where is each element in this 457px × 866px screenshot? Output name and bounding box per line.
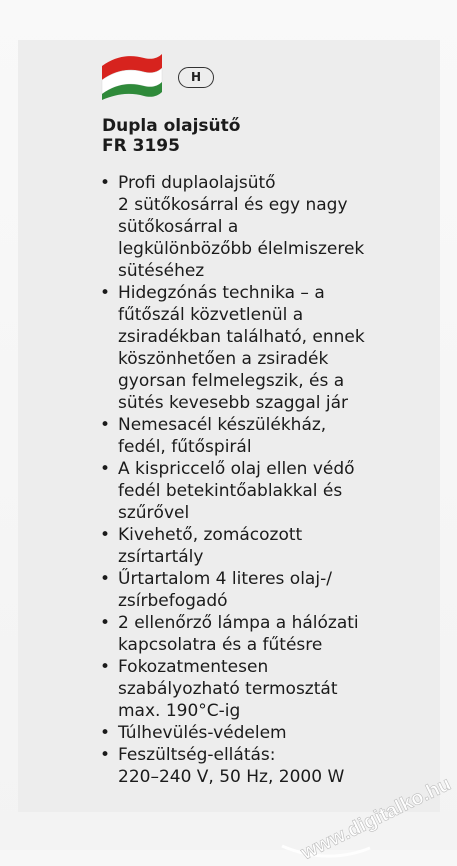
feature-item: • Hidegzónás technika – a fűtőszál közvetlenül a zsiradékban található, ennek köszönhetően a zsiradék gyorsan felmelegszik, és a sütés kevesebb szaggal jár xyxy=(100,282,420,414)
feature-item: • 2 ellenőrző lámpa a hálózati kapcsolatra és a fűtésre xyxy=(100,612,420,656)
product-model: FR 3195 xyxy=(102,136,180,156)
hungarian-flag-icon xyxy=(100,52,164,100)
watermark-logo xyxy=(270,726,457,866)
feature-item: • Feszültség-ellátás: 220–240 V, 50 Hz, 2000 W xyxy=(100,744,420,788)
language-badge: H xyxy=(178,67,214,88)
feature-item: • A kispriccelő olaj ellen védő fedél betekintőablakkal és szűrővel xyxy=(100,458,420,524)
feature-list xyxy=(100,172,420,788)
feature-item: • Túlhevülés-védelem xyxy=(100,722,420,744)
feature-item: • Űrtartalom 4 literes olaj-/ zsírbefogadó xyxy=(100,568,420,612)
feature-item: • Kivehető, zomácozott zsírtartály xyxy=(100,524,420,568)
feature-item: • Profi duplaolajsütő 2 sütőkosárral és egy nagy sütőkosárral a legkülönbözőbb élelmiszerek sütéséhez xyxy=(100,172,420,282)
feature-item: • Fokozatmentesen szabályozható termosztát max. 190°C-ig xyxy=(100,656,420,722)
product-name: Dupla olajsütő xyxy=(102,116,241,136)
product-title xyxy=(102,116,240,156)
feature-item: • Nemesacél készülékház, fedél, fűtőspirál xyxy=(100,414,420,458)
watermark-text: www.digitalko.hu xyxy=(297,772,455,865)
